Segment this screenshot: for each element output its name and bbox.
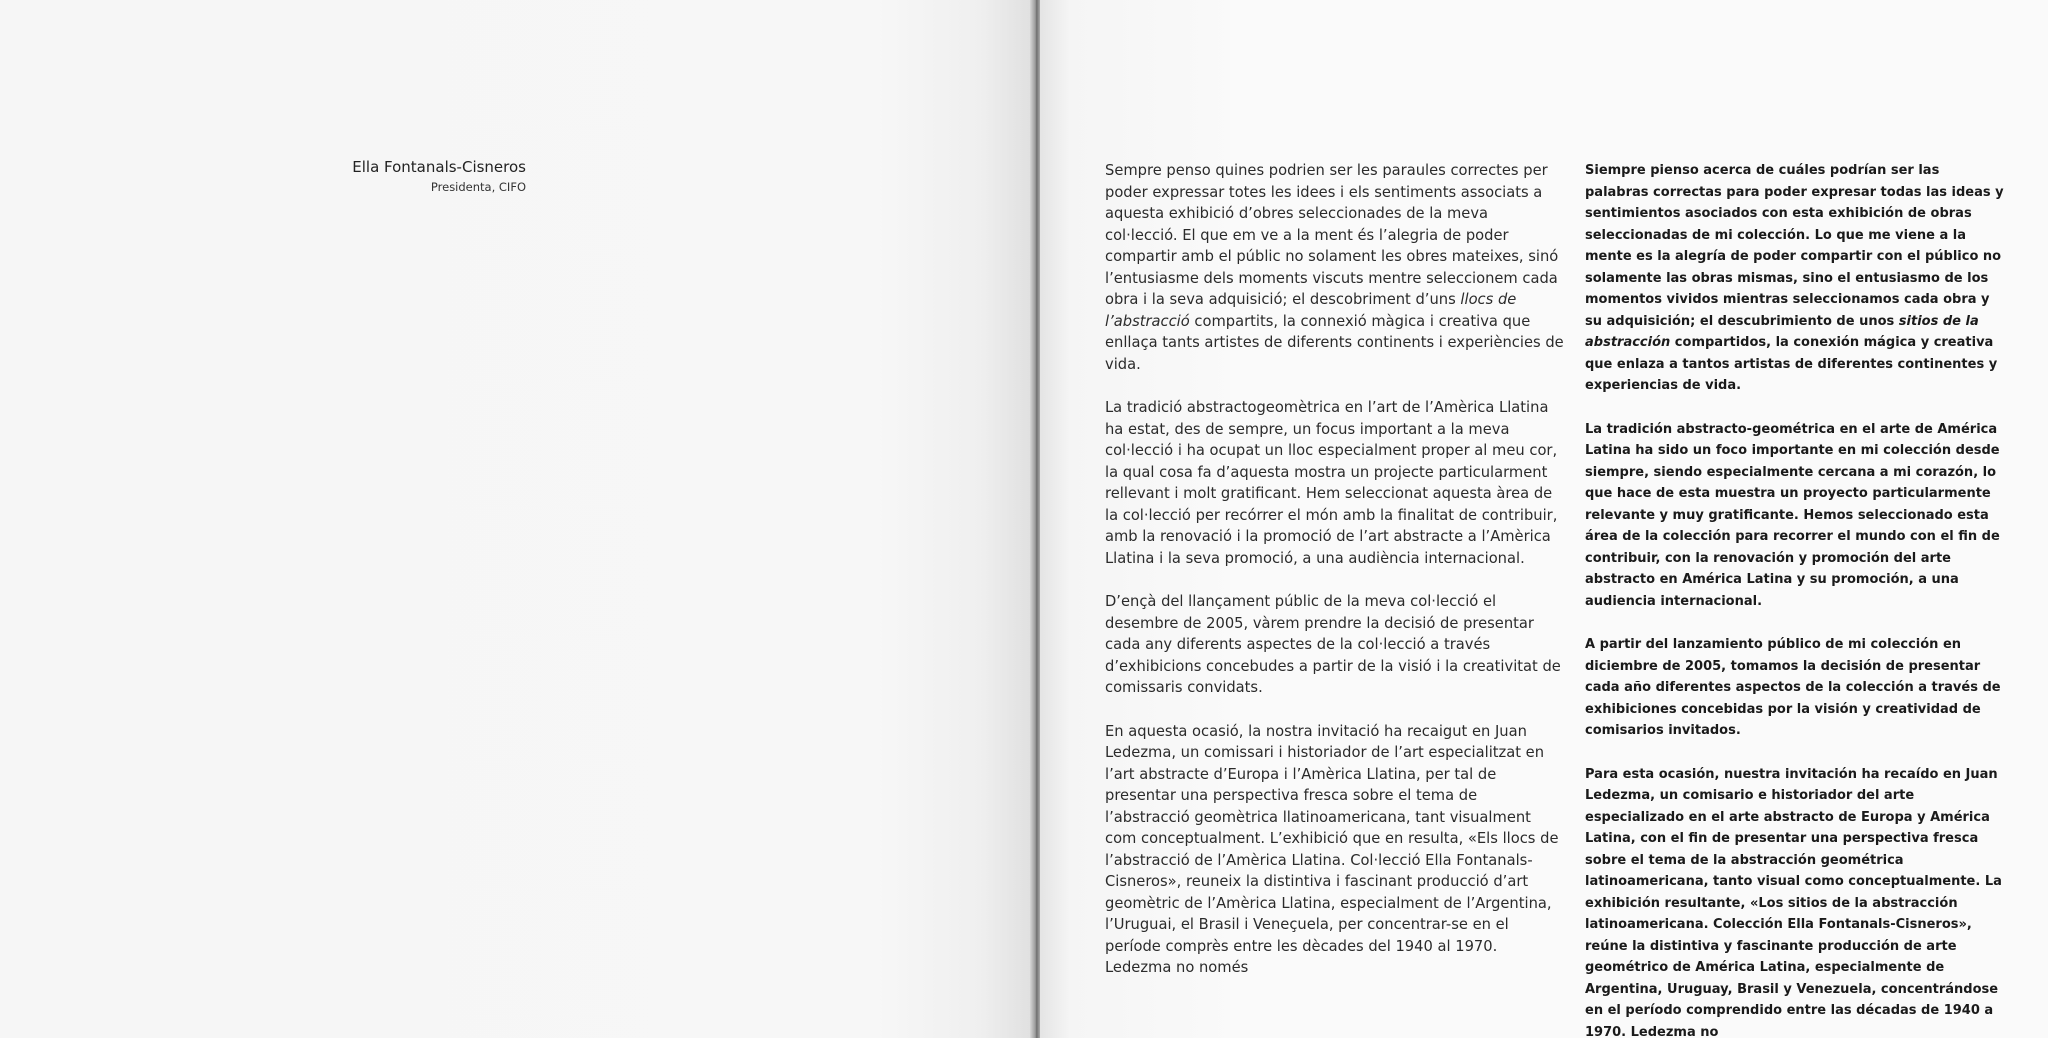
catalan-paragraph-3: D’ençà del llançament públic de la meva col·lecció el desembre de 2005, vàrem prendre la decisió de presentar cada any diferents aspectes de la col·lecció a través d’exhibicions concebudes a partir de la visió i la creativitat de comissaris convidats. — [1105, 593, 1561, 696]
spanish-paragraph-1: Siempre pienso acerca de cuáles podrían ser las palabras correctas para poder expresar todas las ideas y sentimientos asociados con esta exhibición de obras seleccionadas de mi colección. Lo que me viene a la mente es la alegría de poder compartir con el público no solamente las obras mismas, sino el entusiasmo de los momentos vividos mientras seleccionamos cada obra y su adquisición; el descubrimiento de unos sitios de la abstracción compartidos, la conexión mágica y creativa que enlaza a tantos artistas de diferentes continentes y experiencias de vida. — [1585, 163, 2004, 393]
spanish-paragraph-3: A partir del lanzamiento público de mi colección en diciembre de 2005, tomamos la decisión de presentar cada año diferentes aspectos de la colección a través de exhibiciones concebidas por la visión y creatividad de comisarios invitados. — [1585, 637, 2001, 738]
catalan-italic-phrase: llocs de l’abstracció — [1105, 291, 1517, 330]
catalan-paragraph-2: La tradició abstractogeomètrica en l’art de l’Amèrica Llatina ha estat, des de sempre, un focus important a la meva col·lecció i ha ocupat un lloc especialment proper al meu cor, la qual cosa fa d’aquesta mostra un projecte particularment rellevant i molt gratificant. Hem seleccionat aquesta àrea de la col·lecció per recórrer el món amb la finalitat de contribuir, amb la renovació i la promoció de l’art abstracte a l’Amèrica Llatina i la seva promoció, a una audiència internacional. — [1105, 399, 1558, 567]
spanish-text-column — [1585, 160, 2005, 1038]
signature-block — [300, 156, 526, 196]
spanish-paragraph-4: Para esta ocasión, nuestra invitación ha recaído en Juan Ledezma, un comisario e historiador del arte especializado en el arte abstracto de Europa y América Latina, con el fin de presentar una perspectiva fresca sobre el tema de la abstracción geométrica latinoamericana, tanto visual como conceptualmente. La exhibición resultante, «Los sitios de la abstracción latinoamericana. Colección Ella Fontanals-Cisneros», reúne la distintiva y fascinante producción de arte geométrico de América Latina, especialmente de Argentina, Uruguay, Brasil y Venezuela, concentrándose en el período comprendido entre las décadas de 1940 a 1970. Ledezma no — [1585, 766, 2002, 1038]
catalan-paragraph-1: Sempre penso quines podrien ser les paraules correctes per poder expressar totes les idees i els sentiments associats a aquesta exhibició d’obres seleccionades de la meva col·lecció. El que em ve a la ment és l’alegria de poder compartir amb el públic no solament les obres mateixes, sinó l’entusiasme dels moments viscuts mentre seleccionem cada obra i la seva adquisició; el descobriment d’uns llocs de l’abstracció compartits, la connexió màgica i creativa que enllaça tants artistes de diferents continents i experiències de vida. — [1105, 162, 1564, 373]
spanish-paragraph-2: La tradición abstracto-geométrica en el arte de América Latina ha sido un foco importante en mi colección desde siempre, siendo especialmente cercana a mi corazón, lo que hace de esta muestra un proyecto particularmente relevante y muy gratificante. Hemos seleccionado esta área de la colección para recorrer el mundo con el fin de contribuir, con la renovación y promoción del arte abstracto en América Latina y su promoción, a una audiencia internacional. — [1585, 421, 2000, 609]
signature-name: Ella Fontanals-Cisneros — [352, 158, 526, 176]
signature-role: Presidenta, CIFO — [430, 180, 526, 194]
catalan-paragraph-4: En aquesta ocasió, la nostra invitació ha recaigut en Juan Ledezma, un comissari i historiador de l’art especialitzat en l’art abstracte d’Europa i l’Amèrica Llatina, per tal de presentar una perspectiva fresca sobre el tema de l’abstracció geomètrica llatinoamericana, tant visualment com conceptualment. L’exhibició que en resulta, «Els llocs de l’abstracció de l’Amèrica Llatina. Col·lecció Ella Fontanals-Cisneros», reuneix la distintiva i fascinant producció d’art geomètric de l’Amèrica Llatina, especialment de l’Argentina, l’Uruguai, el Brasil i Veneçuela, per concentrar-se en el període comprès entre les dècades del 1940 al 1970. Ledezma no només — [1105, 722, 1559, 976]
catalan-text-column — [1105, 160, 1565, 1001]
spanish-italic-phrase: sitios de la abstracción — [1585, 313, 1979, 350]
